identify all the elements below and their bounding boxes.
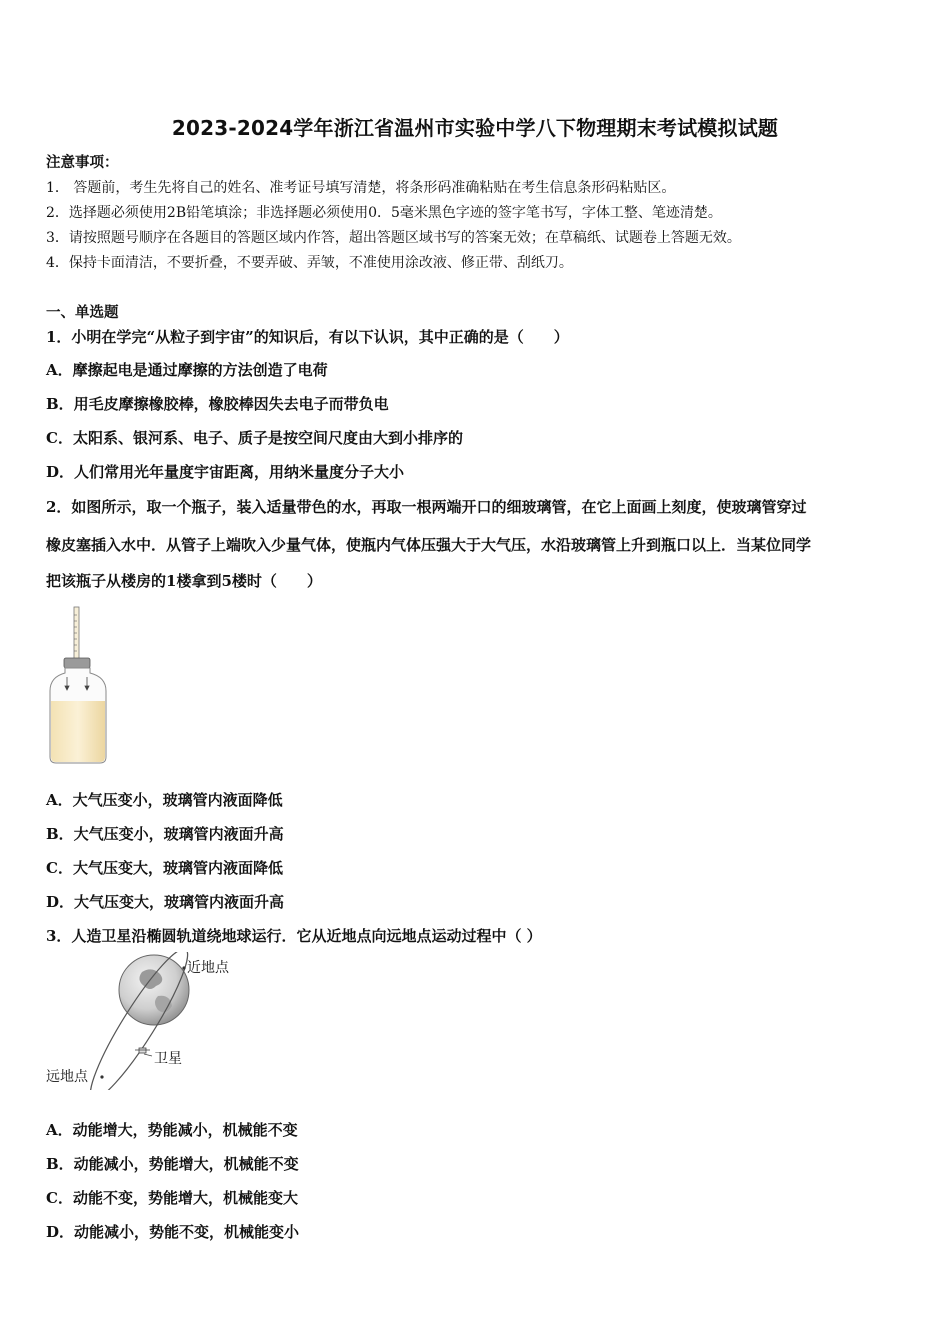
bottle-figure bbox=[44, 605, 118, 767]
perigee-marker bbox=[182, 966, 185, 969]
q3-stem: 3．人造卫星沿椭圆轨道绕地球运行．它从近地点向远地点运动过程中（ ） bbox=[46, 927, 542, 945]
bottle-cap bbox=[64, 658, 90, 668]
q2-stem-line-2: 橡皮塞插入水中．从管子上端吹入少量气体，使瓶内气体压强大于大气压，水沿玻璃管上升到瓶口以上．当某位同学 bbox=[46, 536, 812, 554]
notice-item-4: 4．保持卡面清洁，不要折叠，不要弄破、弄皱，不准使用涂改液、修正带、刮纸刀。 bbox=[46, 255, 573, 271]
q3-option-a: A．动能增大，势能减小，机械能不变 bbox=[46, 1121, 298, 1139]
q1-option-c: C．太阳系、银河系、电子、质子是按空间尺度由大到小排序的 bbox=[46, 429, 463, 447]
colored-water bbox=[51, 701, 105, 762]
q1-option-b: B．用毛皮摩擦橡胶棒，橡胶棒因失去电子而带负电 bbox=[46, 395, 389, 413]
page-title: 2023-2024学年浙江省温州市实验中学八下物理期末考试模拟试题 bbox=[171, 116, 779, 140]
q1-option-d: D．人们常用光年量度宇宙距离，用纳米量度分子大小 bbox=[46, 463, 405, 481]
satellite-icon bbox=[135, 1048, 150, 1053]
q2-option-a: A．大气压变小，玻璃管内液面降低 bbox=[46, 791, 283, 809]
earth-icon bbox=[119, 955, 189, 1025]
apogee-marker bbox=[100, 1075, 103, 1078]
q3-option-b: B．动能减小，势能增大，机械能不变 bbox=[46, 1155, 299, 1173]
notice-item-2: 2．选择题必须使用2B铅笔填涂；非选择题必须使用0．5毫米黑色字迹的签字笔书写，字体工整、笔迹清楚。 bbox=[46, 205, 722, 221]
satellite-label: 卫星 bbox=[154, 1051, 182, 1067]
apogee-label: 远地点 bbox=[46, 1069, 88, 1085]
q3-option-c: C．动能不变，势能增大，机械能变大 bbox=[46, 1189, 298, 1207]
section-heading: 一、单选题 bbox=[46, 304, 119, 321]
q1-stem: 1．小明在学完“从粒子到宇宙”的知识后，有以下认识，其中正确的是（ ） bbox=[46, 328, 569, 346]
q2-option-d: D．大气压变大，玻璃管内液面升高 bbox=[46, 893, 285, 911]
notice-item-1: 1． 答题前，考生先将自己的姓名、准考证号填写清楚，将条形码准确粘贴在考生信息条形码粘贴区。 bbox=[46, 180, 676, 196]
notice-item-3: 3．请按照题号顺序在各题目的答题区域内作答，超出答题区域书写的答案无效；在草稿纸、试题卷上答题无效。 bbox=[46, 230, 741, 246]
notice-heading: 注意事项： bbox=[46, 154, 119, 171]
q2-stem-line-3: 把该瓶子从楼房的1楼拿到5楼时（ ） bbox=[46, 572, 322, 590]
perigee-label: 近地点 bbox=[187, 960, 229, 976]
q1-option-a: A．摩擦起电是通过摩擦的方法创造了电荷 bbox=[46, 361, 328, 379]
q2-option-b: B．大气压变小，玻璃管内液面升高 bbox=[46, 825, 284, 843]
q2-stem-line-1: 2．如图所示，取一个瓶子，装入适量带色的水，再取一根两端开口的细玻璃管，在它上面画上刻度，使玻璃管穿过 bbox=[46, 498, 807, 516]
q2-option-c: C．大气压变大，玻璃管内液面降低 bbox=[46, 859, 283, 877]
q3-option-d: D．动能减小，势能不变，机械能变小 bbox=[46, 1223, 300, 1241]
